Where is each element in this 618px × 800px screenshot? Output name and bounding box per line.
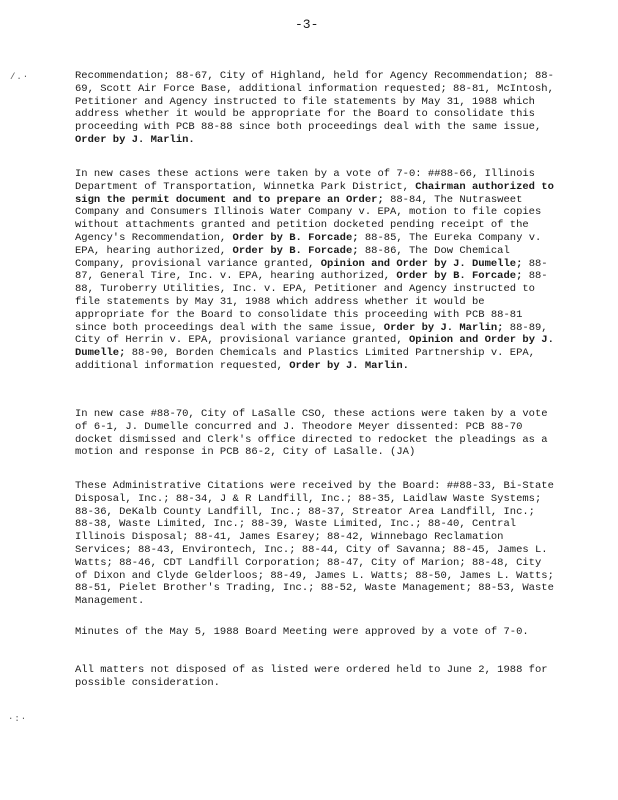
paragraph-minutes: Minutes of the May 5, 1988 Board Meeting were approved by a vote of 7-0. <box>75 626 529 638</box>
paragraph-administrative-citations: These Administrative Citations were received by the Board: ##88-33, Bi-State Disposal, Inc.; 88-34, J & R Landfill, Inc.; 88-35, Laidlaw Waste Systems; 88-36, DeKalb County Landfill, Inc.; 88-37, Streator Area Landfill, Inc.; 88-38, Waste Limited, Inc.; 88-39, Waste Limited, Inc.; 88-40, Central Illinois Disposal; 88-41, James Esarey; 88-42, Winnebago Reclamation Services; 88-43, Environtech, Inc.; 88-44, City of Savanna; 88-45, James L. Watts; 88-46, CDT Landfill Corporation; 88-47, City of Marion; 88-48, City of Dixon and Clyde Gelderloos; 88-49, James L. Watts; 88-50, James L. Watts; 88-51, Pielet Brother's Trading, Inc.; 88-52, Waste Management; 88-53, Waste Management. <box>75 480 554 608</box>
paragraph-pending-cases: Recommendation; 88-67, City of Highland, held for Agency Recommendation; 88-69, Scott Air Force Base, additional information requested; 88-81, McIntosh, Petitioner and Agency instructed to file statements by May 31, 1988 which address whether it would be appropriate for the Board to consolidate this proceeding with PCB 88-88 since both proceedings deal with the same issue, Order by J. Marlin. <box>75 70 554 146</box>
page-number: -3- <box>295 17 319 32</box>
paragraph-new-cases: In new cases these actions were taken by a vote of 7-0: ##88-66, Illinois Department of Transportation, Winnetka Park District, Chairman authorized to sign the permit document and to prepare an Order; 88-84, The Nutrasweet Company and Consumers Illinois Water Company v. EPA, motion to file copies without attachments granted and petition docketed pending receipt of the Agency's Recommendation, Order by B. Forcade; 88-85, The Eureka Company v. EPA, hearing authorized, Order by B. Forcade; 88-86, The Dow Chemical Company, provisional variance granted, Opinion and Order by J. Dumelle; 88-87, General Tire, Inc. v. EPA, hearing authorized, Order by B. Forcade; 88-88, Turoberry Utilities, Inc. v. EPA, Petitioner and Agency instructed to file statements by May 31, 1988 which address whether it would be appropriate for the Board to consolidate this proceeding with PCB 88-81 since both proceedings deal with the same issue, Order by J. Marlin; 88-89, City of Herrin v. EPA, provisional variance granted, Opinion and Order by J. Dumelle; 88-90, Borden Chemicals and Plastics Limited Partnership v. EPA, additional information requested, Order by J. Marlin. <box>75 168 554 372</box>
margin-mark: /.· <box>10 72 30 82</box>
paragraph-lasalle-case: In new case #88-70, City of LaSalle CSO, these actions were taken by a vote of 6-1, J. Dumelle concurred and J. Theodore Meyer dissented: PCB 88-70 docket dismissed and Clerk's office directed to redocket the pleadings as a motion and response in PCB 86-2, City of LaSalle. (JA) <box>75 408 548 459</box>
paragraph-matters-held: All matters not disposed of as listed were ordered held to June 2, 1988 for possible consideration. <box>75 664 548 689</box>
margin-mark: ·:· <box>8 714 28 724</box>
